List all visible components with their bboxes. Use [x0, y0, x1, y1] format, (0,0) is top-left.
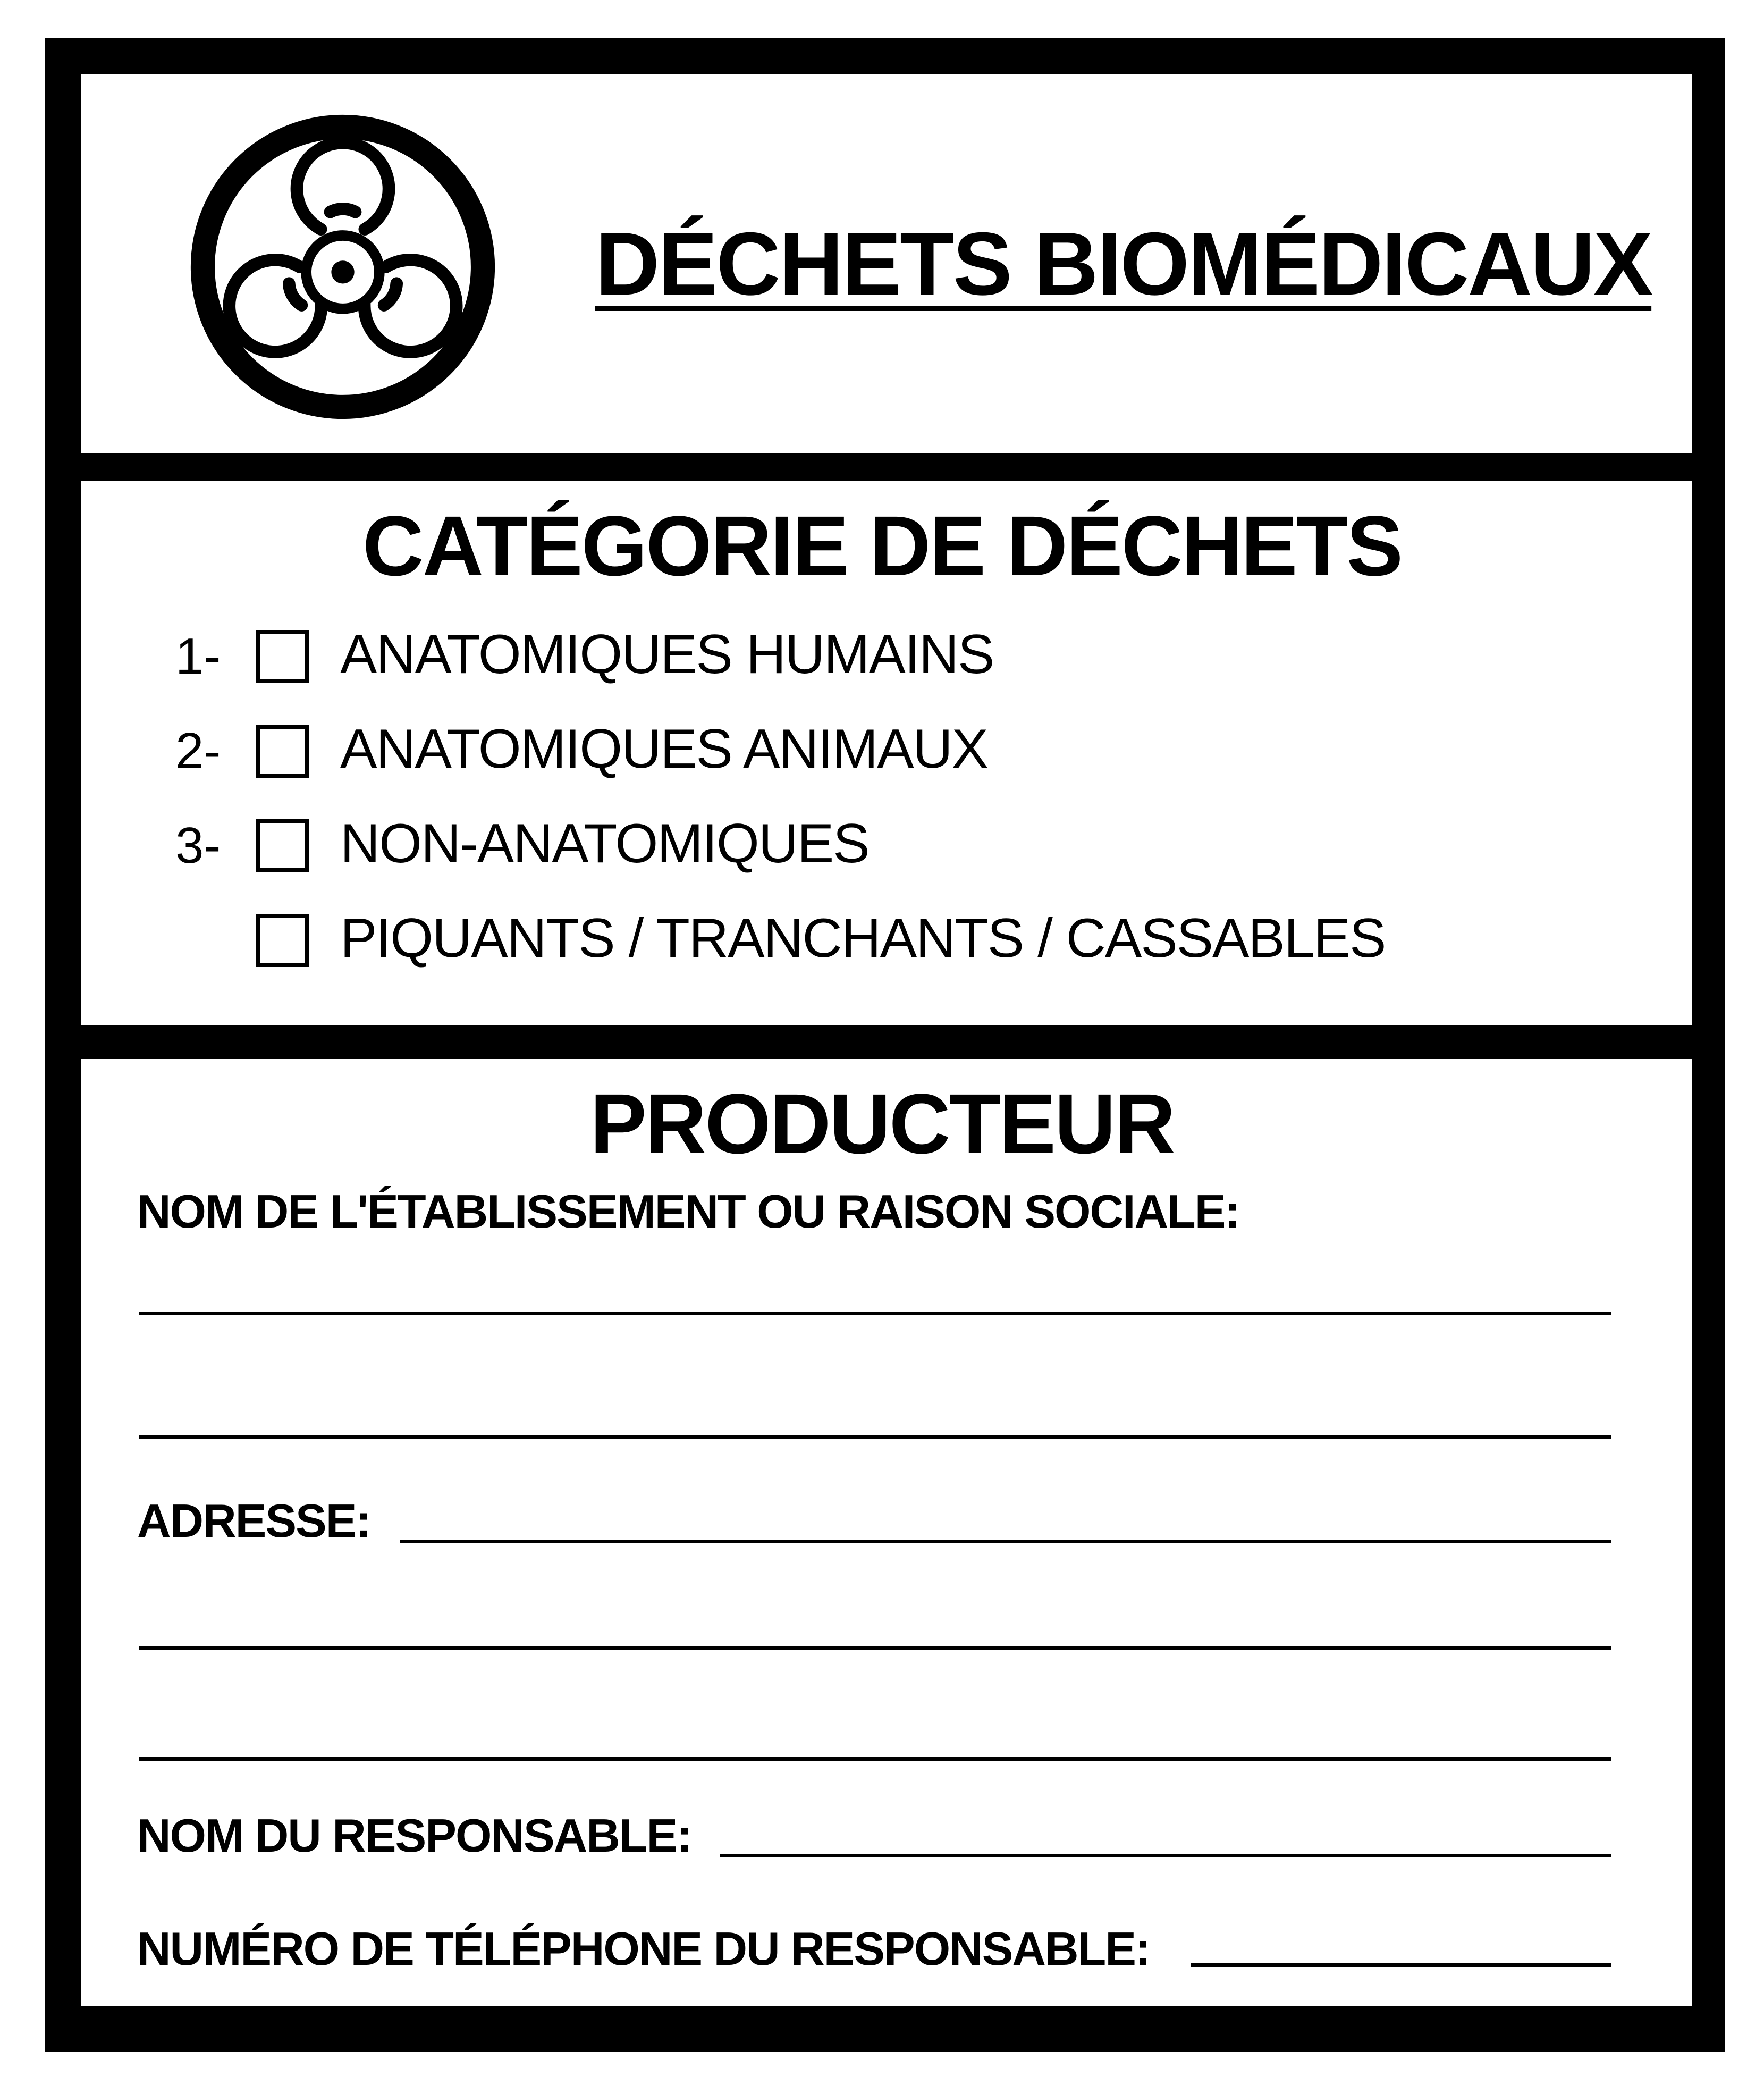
phone-label: NUMÉRO DE TÉLÉPHONE DU RESPONSABLE:	[137, 1922, 1150, 1975]
checkbox-non-anatomiques[interactable]	[256, 819, 309, 872]
producer-heading	[0, 1075, 1764, 1173]
item-number: 2-	[175, 722, 221, 779]
responsible-label: NOM DU RESPONSABLE:	[137, 1809, 691, 1862]
address-field-line-1[interactable]	[400, 1540, 1611, 1543]
phone-field-line[interactable]	[1191, 1963, 1611, 1967]
producer-heading-text: PRODUCTEUR	[590, 1076, 1174, 1171]
address-label: ADRESSE:	[137, 1494, 370, 1547]
checkbox-anatomiques-humains[interactable]	[256, 630, 309, 683]
establishment-label: NOM DE L'ÉTABLISSEMENT OU RAISON SOCIALE:	[137, 1185, 1239, 1238]
biohazard-icon	[186, 110, 500, 424]
checkbox-anatomiques-animaux[interactable]	[256, 725, 309, 778]
item-label: ANATOMIQUES ANIMAUX	[340, 718, 987, 780]
establishment-field-line-2[interactable]	[139, 1435, 1611, 1439]
address-field-line-3[interactable]	[139, 1757, 1611, 1761]
address-field-line-2[interactable]	[139, 1646, 1611, 1650]
category-heading-text: CATÉGORIE DE DÉCHETS	[362, 498, 1402, 593]
item-label: NON-ANATOMIQUES	[340, 813, 869, 875]
item-label: PIQUANTS / TRANCHANTS / CASSABLES	[340, 907, 1386, 969]
checkbox-piquants-tranchants-cassables[interactable]	[256, 914, 309, 967]
establishment-field-line-1[interactable]	[139, 1312, 1611, 1315]
responsible-field-line[interactable]	[720, 1854, 1611, 1857]
item-number: 3-	[175, 817, 221, 874]
category-heading	[0, 497, 1764, 595]
item-number: 1-	[175, 628, 221, 685]
item-label: ANATOMIQUES HUMAINS	[340, 624, 994, 685]
page-title: DÉCHETS BIOMÉDICAUX	[595, 214, 1652, 314]
